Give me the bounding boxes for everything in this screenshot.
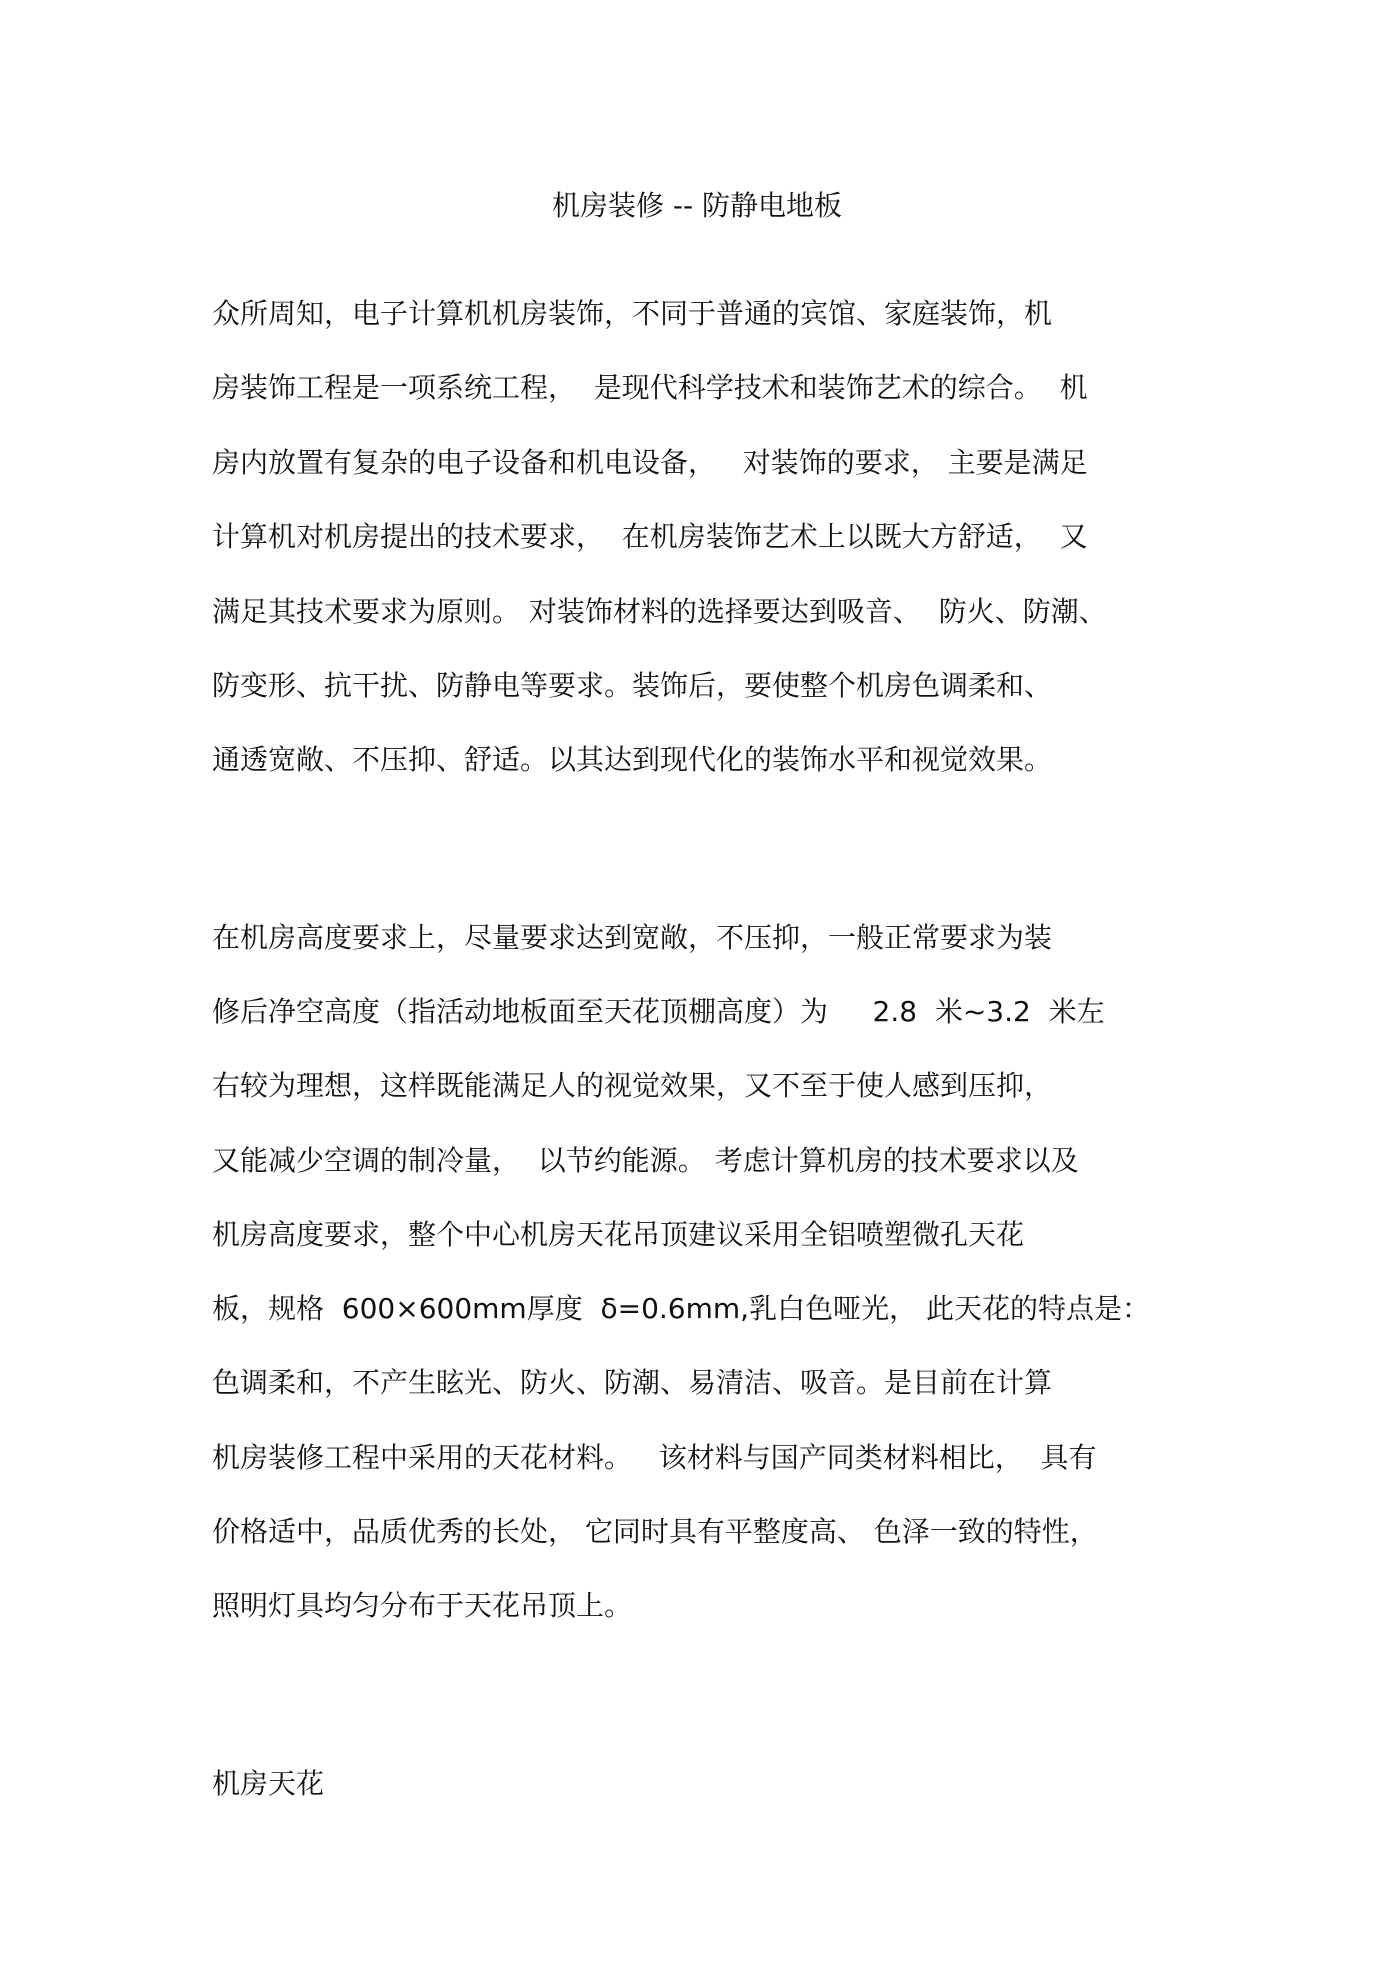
document-title: 机房装修 -- 防静电地板 xyxy=(551,189,842,222)
section-heading: 机房天花 xyxy=(212,1767,325,1800)
paragraph-1-line: 满足其技术要求为原则。 对装饰材料的选择要达到吸音、 防火、防潮、 xyxy=(212,595,1107,628)
paragraph-1-line: 通透宽敞、不压抑、舒适。以其达到现代化的装饰水平和视觉效果。 xyxy=(212,743,1053,776)
paragraph-2-line: 色调柔和，不产生眩光、防火、防潮、易清洁、吸音。是目前在计算 xyxy=(212,1366,1053,1399)
paragraph-2-line: 右较为理想，这样既能满足人的视觉效果，又不至于使人感到压抑， xyxy=(212,1069,1053,1102)
paragraph-2-line: 机房装修工程中采用的天花材料。 该材料与国产同类材料相比， 具有 xyxy=(212,1441,1097,1474)
paragraph-1-line: 众所周知，电子计算机机房装饰，不同于普通的宾馆、家庭装饰，机 xyxy=(212,297,1053,330)
paragraph-1-line: 计算机对机房提出的技术要求， 在机房装饰艺术上以既大方舒适， 又 xyxy=(212,520,1088,553)
paragraph-1-line: 房内放置有复杂的电子设备和机电设备， 对装饰的要求， 主要是满足 xyxy=(212,446,1088,479)
paragraph-2-line: 板，规格 600×600mm厚度 δ=0.6mm,乳白色哑光， 此天花的特点是： xyxy=(212,1292,1150,1325)
paragraph-2-line: 照明灯具均匀分布于天花吊顶上。 xyxy=(212,1589,633,1622)
paragraph-2-line: 机房高度要求，整个中心机房天花吊顶建议采用全铝喷塑微孔天花 xyxy=(212,1218,1025,1251)
paragraph-2-line: 又能减少空调的制冷量， 以节约能源。 考虑计算机房的技术要求以及 xyxy=(212,1144,1079,1177)
paragraph-1-line: 房装饰工程是一项系统工程， 是现代科学技术和装饰艺术的综合。 机 xyxy=(212,371,1088,404)
paragraph-1-line: 防变形、抗干扰、防静电等要求。装饰后，要使整个机房色调柔和、 xyxy=(212,669,1053,702)
paragraph-2-line: 价格适中，品质优秀的长处， 它同时具有平整度高、 色泽一致的特性， xyxy=(212,1515,1098,1548)
paragraph-2-line: 在机房高度要求上，尽量要求达到宽敞，不压抑，一般正常要求为装 xyxy=(212,921,1053,954)
paragraph-2-line: 修后净空高度（指活动地板面至天花顶棚高度）为 2.8 米~3.2 米左 xyxy=(212,995,1105,1028)
